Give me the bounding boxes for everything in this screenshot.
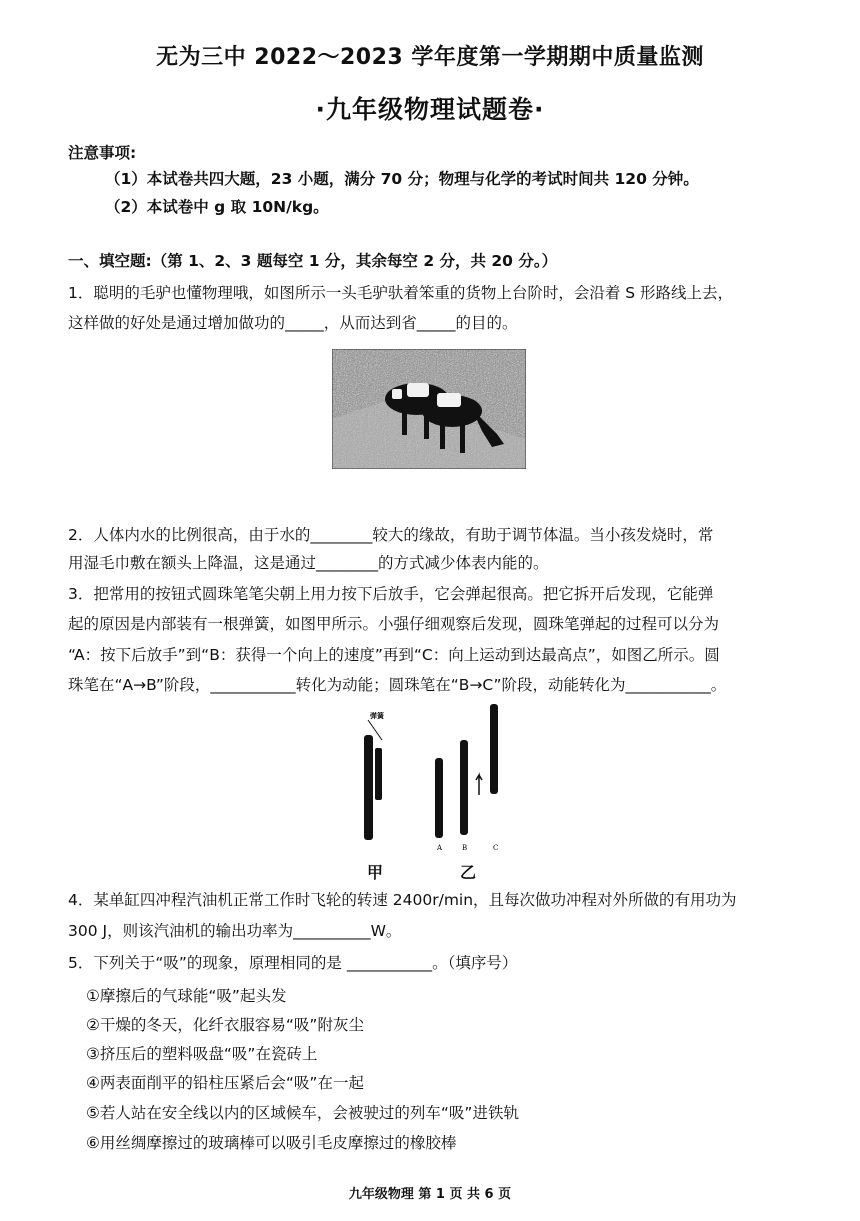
pen-c [490,704,498,794]
page-footer: 九年级物理 第 1 页 共 6 页 [348,1187,512,1202]
section-heading: 一、填空题:（第 1、2、3 题每空 1 分，其余每空 2 分，共 20 分。） [68,252,558,270]
question-2-line-2: 用湿毛巾敷在额头上降温，这是通过________的方式减少体表内能的。 [68,554,549,572]
label-a: A [437,844,443,852]
question-1-line-2: 这样做的好处是通过增加做功的_____，从而达到省_____的目的。 [68,314,518,332]
label-b: B [462,844,468,852]
donkey-photo [332,349,526,469]
question-3-line-1: 3．把常用的按钮式圆珠笔笔尖朝上用力按下后放手，它会弹起很高。把它拆开后发现，它能弹 [68,585,714,603]
question-3-line-2: 起的原因是内部装有一根弹簧，如图甲所示。小强仔细观察后发现，圆珠笔弹起的过程可以分为 [68,615,720,633]
q5-option-4: ④两表面削平的铅柱压紧后会“吸”在一起 [86,1074,364,1092]
question-3-line-4: 珠笔在“A→B”阶段，___________转化为动能；圆珠笔在“B→C”阶段，动能转化为___________。 [68,676,727,694]
note-item-2: （2）本试卷中 g 取 10N/kg。 [105,198,329,216]
pen-a [435,758,443,838]
question-3-line-3: “A：按下后放手”到“B：获得一个向上的速度”再到“C：向上运动到达最高点”，如图乙所示。圆 [68,646,720,664]
q5-option-6: ⑥用丝绸摩擦过的玻璃棒可以吸引毛皮摩擦过的橡胶棒 [86,1134,457,1152]
notes-heading: 注意事项: [68,144,137,162]
pen-b [460,740,468,835]
label-c: C [493,844,499,852]
q5-option-3: ③挤压后的塑料吸盘“吸”在瓷砖上 [86,1045,318,1063]
pen-spring-figure [340,700,520,860]
q5-option-1: ①摩擦后的气球能“吸”起头发 [86,987,287,1005]
q5-option-5: ⑤若人站在安全线以内的区域候车，会被驶过的列车“吸”进铁轨 [86,1104,519,1122]
exam-subtitle: ·九年级物理试题卷· [315,95,545,124]
q5-option-2: ②干燥的冬天，化纤衣服容易“吸”附灰尘 [86,1016,364,1034]
question-4-line-1: 4．某单缸四冲程汽油机正常工作时飞轮的转速 2400r/min，且每次做功冲程对外所做的有用功为 [68,891,737,909]
question-5-line-1: 5．下列关于“吸”的现象，原理相同的是 ___________。（填序号） [68,954,518,972]
question-2-line-1: 2．人体内水的比例很高，由于水的________较大的缘故，有助于调节体温。当小孩发烧时，常 [68,526,714,544]
question-4-line-2: 300 J，则该汽油机的输出功率为__________W。 [68,922,402,940]
note-item-1: （1）本试卷共四大题，23 小题，满分 70 分；物理与化学的考试时间共 120 分钟。 [105,170,699,188]
question-1-line-1: 1．聪明的毛驴也懂物理哦，如图所示一头毛驴驮着笨重的货物上台阶时，会沿着 S 形路线上去， [68,284,734,302]
up-arrow [476,775,482,795]
figure-yi-label: 乙 [460,863,477,882]
pen-jia [364,720,382,840]
figure-jia-label: 甲 [367,863,384,882]
spring-label: 弹簧 [370,712,384,720]
exam-title: 无为三中 2022～2023 学年度第一学期期中质量监测 [156,45,704,70]
